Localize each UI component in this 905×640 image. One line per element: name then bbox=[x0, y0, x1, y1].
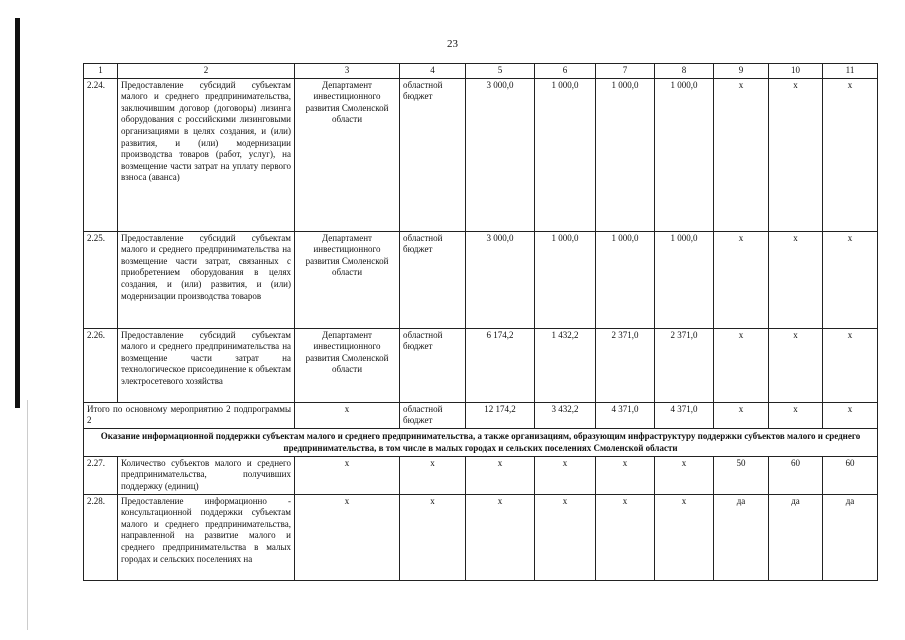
total-label: Итого по основному мероприятию 2 подпрограммы 2 bbox=[84, 402, 295, 428]
col-number: 1 bbox=[84, 64, 118, 79]
year3-amount: 1 000,0 bbox=[655, 231, 714, 328]
year2-amount: 1 000,0 bbox=[596, 78, 655, 231]
indicator-year3: x bbox=[823, 328, 878, 402]
measure-name: Количество субъектов малого и среднего предпринимательства, получивших поддержку (единиц) bbox=[118, 456, 295, 494]
indicator-year2: x bbox=[769, 78, 823, 231]
col-number: 3 bbox=[295, 64, 400, 79]
col-number: 5 bbox=[466, 64, 535, 79]
col-number: 8 bbox=[655, 64, 714, 79]
indicator-year2: да bbox=[769, 494, 823, 580]
total-amount: 3 000,0 bbox=[466, 78, 535, 231]
col-number: 7 bbox=[596, 64, 655, 79]
year3-amount: 2 371,0 bbox=[655, 328, 714, 402]
executor: x bbox=[295, 456, 400, 494]
col-number: 4 bbox=[400, 64, 466, 79]
year3-amount: x bbox=[655, 456, 714, 494]
table-row bbox=[84, 78, 878, 231]
column-number-row bbox=[84, 64, 878, 79]
indicator-year1: x bbox=[714, 231, 769, 328]
funding-source: x bbox=[400, 456, 466, 494]
indicator-year3: x bbox=[823, 402, 878, 428]
indicator-year3: да bbox=[823, 494, 878, 580]
year1-amount: 3 432,2 bbox=[535, 402, 596, 428]
table-row bbox=[84, 328, 878, 402]
measure-name: Предоставление информационно - консультационной поддержки субъектам малого и среднего предпринимательства, направленной на развитие малого и среднего предпринимательства в малых городах и сельских поселениях на bbox=[118, 494, 295, 580]
measure-name: Предоставление субсидий субъектам малого и среднего предпринимательства, заключившим договор (договоры) лизинга оборудования с российскими лизинговыми организациями в целях создания, и (или) развития, и (или) модернизации производства товаров (работ, услуг), на возмещение части затрат на уплату первого взноса (аванса) bbox=[118, 78, 295, 231]
year1-amount: 1 000,0 bbox=[535, 231, 596, 328]
col-number: 10 bbox=[769, 64, 823, 79]
total-row bbox=[84, 402, 878, 428]
indicator-year2: x bbox=[769, 402, 823, 428]
indicator-year2: 60 bbox=[769, 456, 823, 494]
col-number: 9 bbox=[714, 64, 769, 79]
indicator-year1: да bbox=[714, 494, 769, 580]
row-number: 2.24. bbox=[84, 78, 118, 231]
col-number: 2 bbox=[118, 64, 295, 79]
indicator-year1: x bbox=[714, 78, 769, 231]
col-number: 11 bbox=[823, 64, 878, 79]
funding-source: областной бюджет bbox=[400, 328, 466, 402]
row-number: 2.26. bbox=[84, 328, 118, 402]
executor: Департамент инвестиционного развития Смоленской области bbox=[295, 231, 400, 328]
funding-source: областной бюджет bbox=[400, 78, 466, 231]
year1-amount: 1 432,2 bbox=[535, 328, 596, 402]
year2-amount: x bbox=[596, 456, 655, 494]
executor: x bbox=[295, 402, 400, 428]
indicator-year3: 60 bbox=[823, 456, 878, 494]
year2-amount: 2 371,0 bbox=[596, 328, 655, 402]
indicator-year1: 50 bbox=[714, 456, 769, 494]
year2-amount: 4 371,0 bbox=[596, 402, 655, 428]
total-amount: x bbox=[466, 494, 535, 580]
executor: Департамент инвестиционного развития Смоленской области bbox=[295, 78, 400, 231]
funding-source: областной бюджет bbox=[400, 231, 466, 328]
section-title: Оказание информационной поддержки субъектам малого и среднего предпринимательства, а также организациям, образующим инфраструктуру поддержки субъектов малого и среднего предпринимательства, в том числе в малых городах и сельских поселениях Смоленской области bbox=[84, 428, 878, 456]
total-amount: 6 174,2 bbox=[466, 328, 535, 402]
scan-edge-bar bbox=[15, 18, 20, 408]
year1-amount: x bbox=[535, 456, 596, 494]
indicator-year1: x bbox=[714, 328, 769, 402]
indicator-year3: x bbox=[823, 78, 878, 231]
executor: x bbox=[295, 494, 400, 580]
year3-amount: 1 000,0 bbox=[655, 78, 714, 231]
funding-source: областной бюджет bbox=[400, 402, 466, 428]
col-number: 6 bbox=[535, 64, 596, 79]
indicator-year2: x bbox=[769, 328, 823, 402]
indicator-year1: x bbox=[714, 402, 769, 428]
total-amount: 3 000,0 bbox=[466, 231, 535, 328]
indicator-year3: x bbox=[823, 231, 878, 328]
executor: Департамент инвестиционного развития Смоленской области bbox=[295, 328, 400, 402]
table-row bbox=[84, 456, 878, 494]
row-number: 2.25. bbox=[84, 231, 118, 328]
year1-amount: 1 000,0 bbox=[535, 78, 596, 231]
measure-name: Предоставление субсидий субъектам малого и среднего предпринимательства на возмещение части затрат на технологическое присоединение к объектам электросетевого хозяйства bbox=[118, 328, 295, 402]
year2-amount: x bbox=[596, 494, 655, 580]
year3-amount: 4 371,0 bbox=[655, 402, 714, 428]
measure-name: Предоставление субсидий субъектам малого и среднего предпринимательства на возмещение части затрат, связанных с приобретением оборудования в целях создания, и (или) развития, и (или) модернизации производства товаров bbox=[118, 231, 295, 328]
section-header-row bbox=[84, 428, 878, 456]
scan-edge-line bbox=[27, 400, 28, 630]
row-number: 2.27. bbox=[84, 456, 118, 494]
year1-amount: x bbox=[535, 494, 596, 580]
year3-amount: x bbox=[655, 494, 714, 580]
year2-amount: 1 000,0 bbox=[596, 231, 655, 328]
row-number: 2.28. bbox=[84, 494, 118, 580]
funding-source: x bbox=[400, 494, 466, 580]
total-amount: 12 174,2 bbox=[466, 402, 535, 428]
indicator-year2: x bbox=[769, 231, 823, 328]
table-row bbox=[84, 231, 878, 328]
program-table bbox=[83, 63, 878, 581]
total-amount: x bbox=[466, 456, 535, 494]
table-row bbox=[84, 494, 878, 580]
page-number: 23 bbox=[447, 38, 458, 50]
